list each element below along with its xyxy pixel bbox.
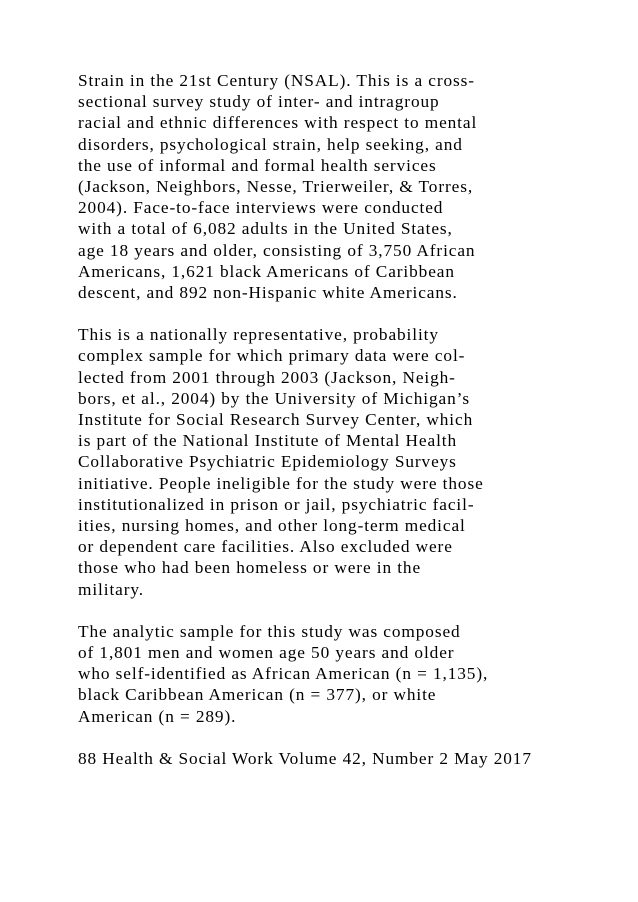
paragraph-analytic-sample <box>78 621 618 727</box>
paragraph-footer-citation <box>78 748 618 769</box>
journal-citation-line: 88 Health & Social Work Volume 42, Number 2 May 2017 <box>78 749 532 768</box>
text-line: racial and ethnic differences with respect to mental <box>78 113 478 133</box>
text-line: black Caribbean American (n = 377), or white <box>78 685 437 705</box>
text-line: complex sample for which primary data were col- <box>78 346 466 366</box>
text-line: initiative. People ineligible for the study were those <box>78 473 484 493</box>
paragraph-nsal-description <box>78 70 618 303</box>
text-line: disorders, psychological strain, help seeking, and <box>78 134 463 154</box>
text-line: 2004). Face-to-face interviews were conducted <box>78 198 444 218</box>
text-line: ities, nursing homes, and other long-term medical <box>78 515 466 535</box>
text-line: descent, and 892 non-Hispanic white Americans. <box>78 282 458 302</box>
text-line: The analytic sample for this study was composed <box>78 621 461 641</box>
text-line: age 18 years and older, consisting of 3,750 African <box>78 240 476 260</box>
text-line: (Jackson, Neighbors, Nesse, Trierweiler, & Torres, <box>78 176 474 196</box>
text-line: Collaborative Psychiatric Epidemiology Surveys <box>78 452 457 472</box>
text-line: Americans, 1,621 black Americans of Caribbean <box>78 261 455 281</box>
text-line: of 1,801 men and women age 50 years and older <box>78 643 455 663</box>
text-line: This is a nationally representative, probability <box>78 325 439 345</box>
text-line: or dependent care facilities. Also excluded were <box>78 537 453 557</box>
text-line: military. <box>78 579 145 599</box>
text-line: bors, et al., 2004) by the University of Michigan’s <box>78 388 470 408</box>
text-line: the use of informal and formal health services <box>78 155 437 175</box>
text-line: institutionalized in prison or jail, psychiatric facil- <box>78 494 475 514</box>
text-line: lected from 2001 through 2003 (Jackson, Neigh- <box>78 367 456 387</box>
paragraph-sampling <box>78 324 618 599</box>
text-line: is part of the National Institute of Mental Health <box>78 431 458 451</box>
text-line: those who had been homeless or were in the <box>78 558 422 578</box>
text-line: Strain in the 21st Century (NSAL). This is a cross- <box>78 71 475 90</box>
text-line: American (n = 289). <box>78 706 237 726</box>
text-line: with a total of 6,082 adults in the United States, <box>78 219 453 239</box>
text-line: sectional survey study of inter- and intragroup <box>78 92 440 112</box>
text-line: who self-identified as African American (n = 1,135), <box>78 664 489 684</box>
body-text <box>78 70 618 769</box>
text-line: Institute for Social Research Survey Center, which <box>78 410 474 429</box>
